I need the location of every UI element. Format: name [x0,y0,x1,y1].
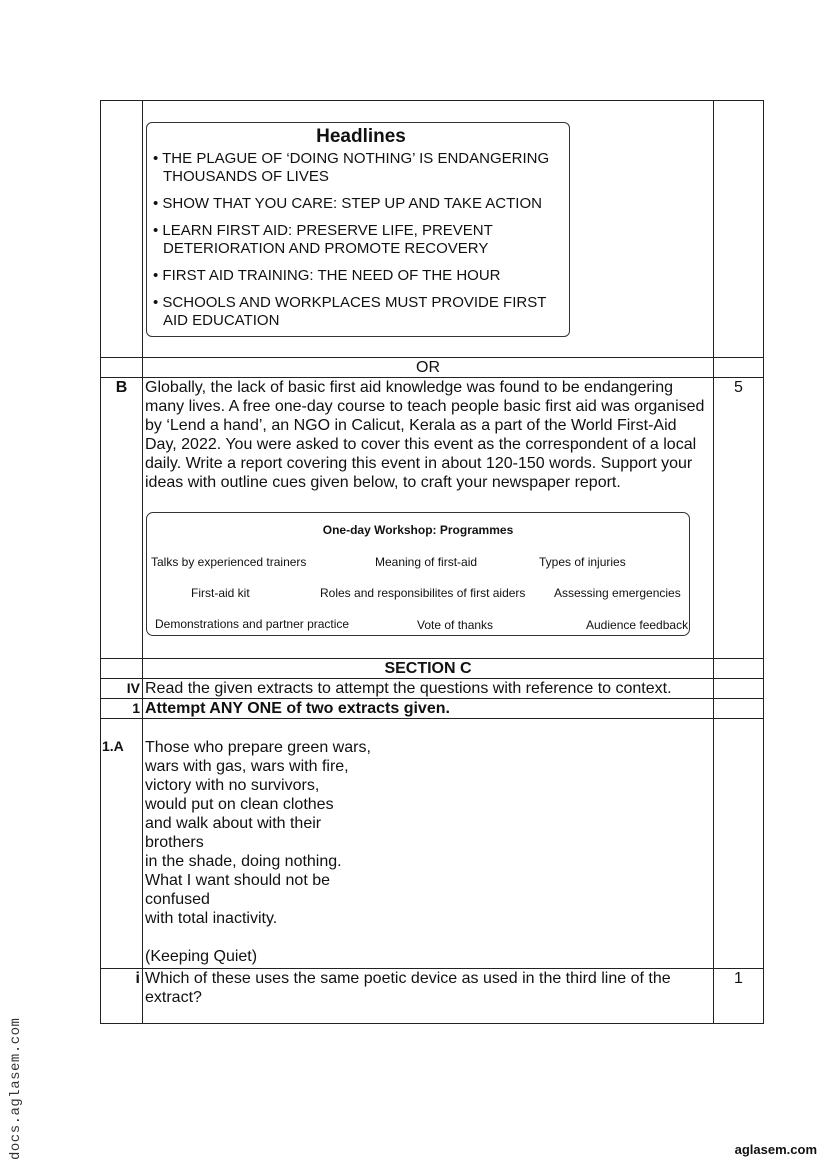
question-row [101,969,764,1024]
question-text: Which of these uses the same poetic device as used in the third line of the extract? [143,969,714,1024]
workshop-item: Roles and responsibilites of first aiders [320,586,526,600]
poem-line: Those who prepare green wars, [145,739,371,756]
headline-item: • SHOW THAT YOU CARE: STEP UP AND TAKE ACTION [153,195,542,212]
headline-item: • SCHOOLS AND WORKPLACES MUST PROVIDE FIRST AID EDUCATION [153,294,547,329]
question-label: 1.A [101,719,143,969]
instruction-row [101,679,764,699]
question-text: Globally, the lack of basic first aid knowledge was found to be endangering many lives. A free one-day course to teach people basic first aid was organised by ‘Lend a hand’, an NGO in Calicut, Kerala as a part of the World First-Aid Day, 2022. You were asked to cover this event as the correspondent of a local daily. Write a report covering this event in about 120-150 words. Support your ideas with outline cues given below, to craft your newspaper report. [145,379,705,491]
poem-extract [145,738,711,966]
poem-line: confused [145,891,210,908]
poem-line: wars with gas, wars with fire, [145,758,349,775]
workshop-title: One-day Workshop: Programmes [322,523,514,537]
workshop-item: Vote of thanks [417,618,494,632]
extract-row [101,719,764,969]
poem-line: What I want should not be [145,872,330,889]
poem-line: and walk about with their [145,815,322,832]
headlines-title: Headlines [316,126,406,147]
question-label: 1 [101,699,143,719]
question-marks: 1 [714,969,764,1024]
poem-line: would put on clean clothes [145,796,334,813]
workshop-item: Meaning of first-aid [375,555,478,569]
question-label: i [101,969,143,1024]
or-row [101,358,764,378]
headline-item: • FIRST AID TRAINING: THE NEED OF THE HOUR [153,267,501,284]
exam-question-table [100,100,764,1024]
or-label: OR [143,358,714,378]
section-heading: SECTION C [143,659,714,679]
poem-line: victory with no survivors, [145,777,320,794]
question-label: B [101,378,143,659]
poem-source: (Keeping Quiet) [145,948,258,965]
workshop-item: Audience feedback [586,618,689,632]
footer-brand: aglasem.com [734,1142,817,1157]
workshop-item: Assessing emergencies [554,586,681,600]
poem-line: in the shade, doing nothing. [145,853,342,870]
section-c-row [101,659,764,679]
question-marks: 5 [714,378,764,659]
headline-item: • THE PLAGUE OF ‘DOING NOTHING’ IS ENDANGERING THOUSANDS OF LIVES [153,150,550,185]
instruction-row [101,699,764,719]
side-watermark-url: docs.aglasem.com [8,1017,24,1160]
workshop-item: Types of injuries [539,555,626,569]
poem-line: brothers [145,834,204,851]
workshop-item: First-aid kit [191,586,250,600]
workshop-item: Talks by experienced trainers [151,555,307,569]
question-b-row [101,378,764,659]
headlines-box [146,122,570,337]
headlines-row [101,101,764,358]
instruction-text: Attempt ANY ONE of two extracts given. [143,699,714,719]
workshop-item: Demonstrations and partner practice [155,617,350,631]
headline-item: • LEARN FIRST AID: PRESERVE LIFE, PREVENT DETERIORATION AND PROMOTE RECOVERY [153,222,493,257]
workshop-box [146,512,690,636]
poem-line: with total inactivity. [145,910,278,927]
question-label: IV [101,679,143,699]
instruction-text: Read the given extracts to attempt the questions with reference to context. [143,679,714,699]
